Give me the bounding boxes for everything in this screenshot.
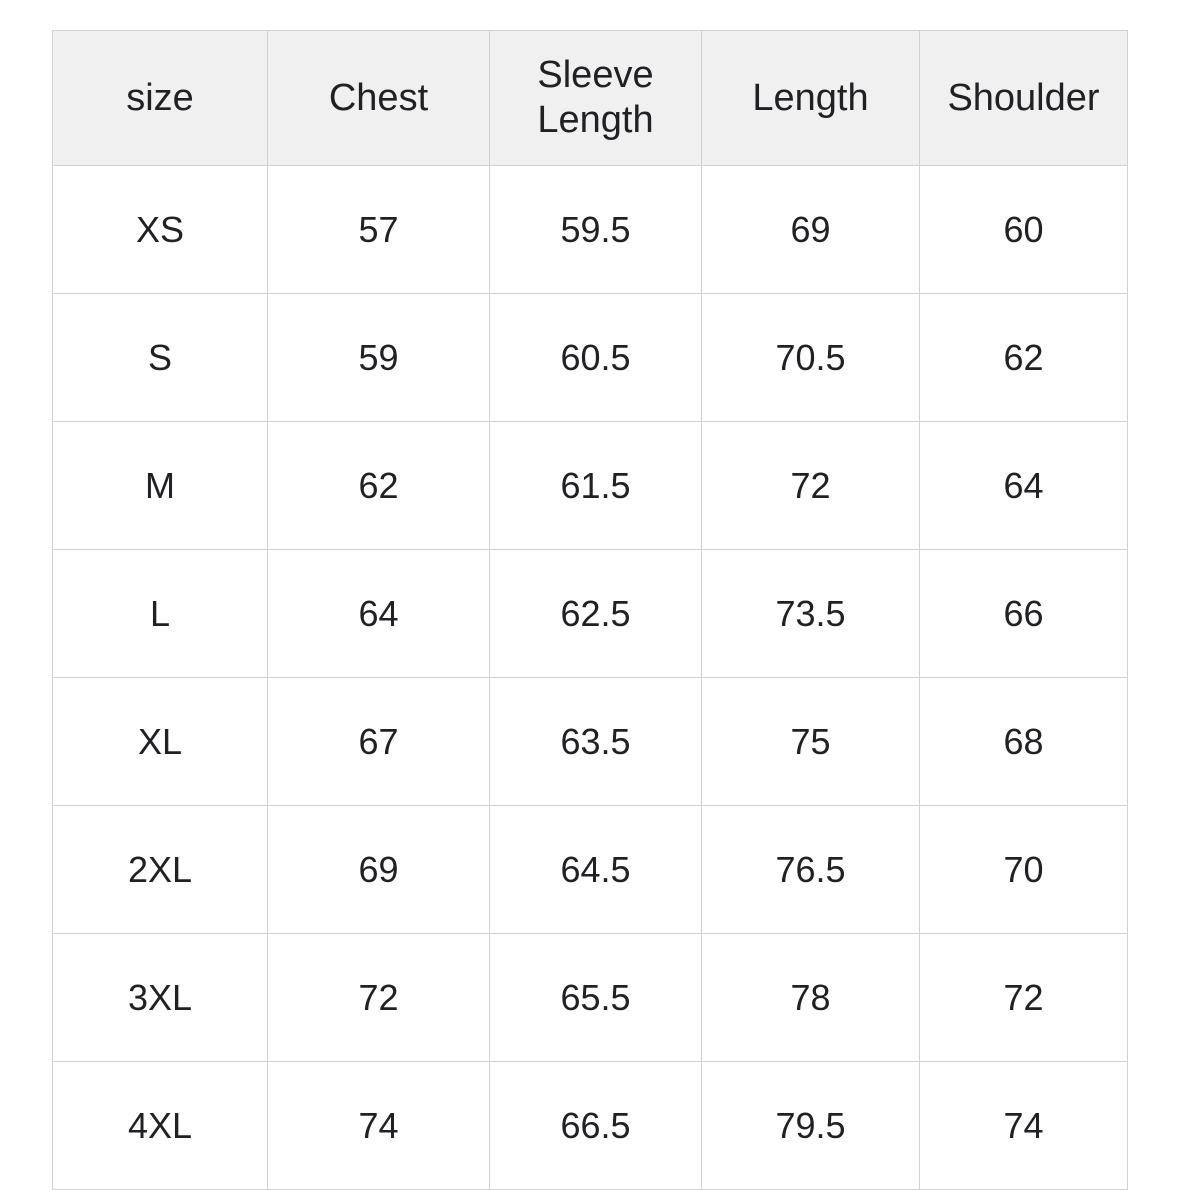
table-row: [53, 1062, 1128, 1190]
cell-shoulder: 60: [920, 166, 1128, 294]
cell-length: 73.5: [702, 550, 920, 678]
cell-size: L: [53, 550, 268, 678]
cell-chest: 64: [268, 550, 490, 678]
cell-sleeve-length: 60.5: [490, 294, 702, 422]
cell-sleeve-length: 62.5: [490, 550, 702, 678]
cell-size: 3XL: [53, 934, 268, 1062]
cell-length: 72: [702, 422, 920, 550]
cell-chest: 59: [268, 294, 490, 422]
table-row: [53, 934, 1128, 1062]
size-chart-table: [52, 30, 1128, 1190]
table-body: [53, 166, 1128, 1190]
column-header-sleeve-length: Sleeve Length: [490, 31, 702, 166]
table-row: [53, 806, 1128, 934]
cell-chest: 67: [268, 678, 490, 806]
cell-shoulder: 70: [920, 806, 1128, 934]
cell-chest: 62: [268, 422, 490, 550]
cell-length: 79.5: [702, 1062, 920, 1190]
column-header-length: Length: [702, 31, 920, 166]
column-header-shoulder: Shoulder: [920, 31, 1128, 166]
cell-length: 76.5: [702, 806, 920, 934]
cell-sleeve-length: 59.5: [490, 166, 702, 294]
cell-chest: 69: [268, 806, 490, 934]
cell-shoulder: 72: [920, 934, 1128, 1062]
table-row: [53, 678, 1128, 806]
table-row: [53, 166, 1128, 294]
table-header-row: [53, 31, 1128, 166]
column-header-size: size: [53, 31, 268, 166]
cell-sleeve-length: 66.5: [490, 1062, 702, 1190]
cell-sleeve-length: 63.5: [490, 678, 702, 806]
cell-length: 78: [702, 934, 920, 1062]
table-row: [53, 550, 1128, 678]
cell-size: XL: [53, 678, 268, 806]
table-row: [53, 294, 1128, 422]
cell-size: M: [53, 422, 268, 550]
table-row: [53, 422, 1128, 550]
cell-chest: 57: [268, 166, 490, 294]
cell-size: XS: [53, 166, 268, 294]
cell-shoulder: 66: [920, 550, 1128, 678]
cell-length: 70.5: [702, 294, 920, 422]
cell-size: 2XL: [53, 806, 268, 934]
cell-sleeve-length: 61.5: [490, 422, 702, 550]
cell-shoulder: 74: [920, 1062, 1128, 1190]
column-header-chest: Chest: [268, 31, 490, 166]
cell-sleeve-length: 64.5: [490, 806, 702, 934]
cell-chest: 72: [268, 934, 490, 1062]
cell-chest: 74: [268, 1062, 490, 1190]
cell-size: 4XL: [53, 1062, 268, 1190]
cell-size: S: [53, 294, 268, 422]
cell-shoulder: 68: [920, 678, 1128, 806]
cell-length: 69: [702, 166, 920, 294]
cell-shoulder: 64: [920, 422, 1128, 550]
cell-shoulder: 62: [920, 294, 1128, 422]
table-header: [53, 31, 1128, 166]
cell-sleeve-length: 65.5: [490, 934, 702, 1062]
cell-length: 75: [702, 678, 920, 806]
